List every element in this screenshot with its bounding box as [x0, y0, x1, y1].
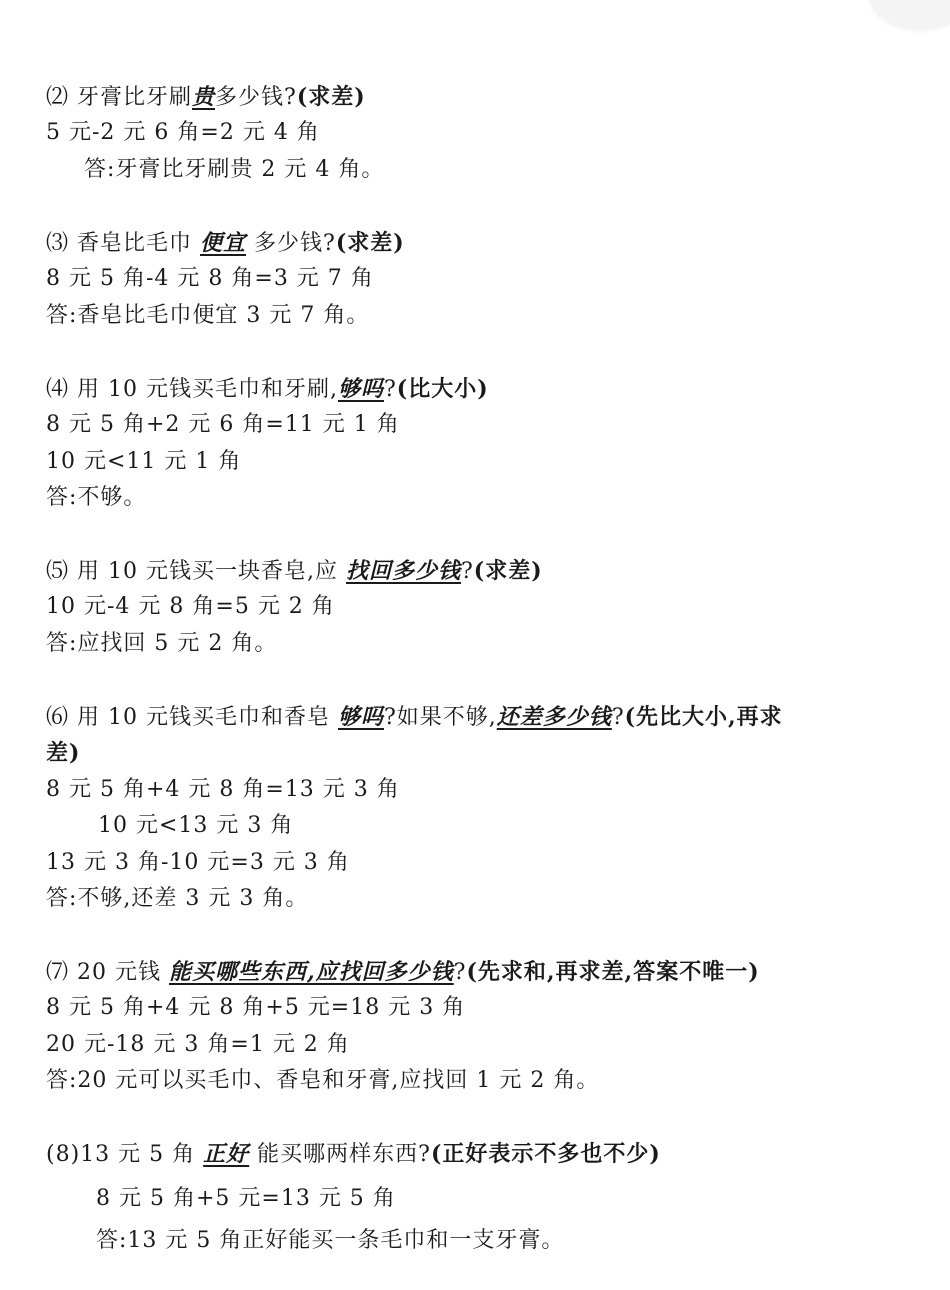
method-note: (正好表示不多也不少) — [430, 1141, 661, 1167]
question-text: ? — [461, 559, 474, 584]
equation: 8 元 5 角+4 元 8 角=13 元 3 角 — [46, 777, 400, 802]
keyword-emphasis: 找回多少钱 — [345, 558, 461, 584]
answer: 答:应找回 5 元 2 角。 — [46, 631, 278, 656]
equation: 8 元 5 角+2 元 6 角=11 元 1 角 — [46, 412, 400, 437]
equation: 20 元-18 元 3 角=1 元 2 角 — [46, 1032, 350, 1057]
question-number: ⑷ — [46, 377, 70, 402]
equation: 8 元 5 角+4 元 8 角+5 元=18 元 3 角 — [46, 995, 466, 1020]
question-text: ? — [611, 705, 625, 730]
method-note: (先比大小,再求 — [624, 704, 783, 730]
method-note: (先求和,再求差,答案不唯一) — [466, 959, 760, 985]
method-note: (求差) — [296, 84, 366, 110]
question-text: ? — [453, 960, 467, 985]
answer: 答:13 元 5 角正好能买一条毛巾和一支牙膏。 — [96, 1228, 565, 1253]
answer: 答:20 元可以买毛巾、香皂和牙膏,应找回 1 元 2 角。 — [46, 1068, 600, 1093]
question-3 — [46, 228, 405, 259]
answer: 答:不够,还差 3 元 3 角。 — [46, 886, 309, 911]
equation: 8 元 5 角-4 元 8 角=3 元 7 角 — [46, 266, 374, 291]
page-corner-decoration — [870, 0, 950, 30]
question-text: 多少钱? — [215, 85, 297, 110]
equation: 13 元 3 角-10 元=3 元 3 角 — [46, 850, 350, 875]
equation: 8 元 5 角+5 元=13 元 5 角 — [96, 1186, 396, 1211]
question-number: (8) — [46, 1142, 81, 1167]
question-number: ⑵ — [46, 85, 70, 110]
answer: 答:香皂比毛巾便宜 3 元 7 角。 — [46, 303, 370, 328]
method-note-continued: 差) — [46, 740, 81, 766]
question-text: ? — [384, 377, 397, 402]
answer: 答:牙膏比牙刷贵 2 元 4 角。 — [84, 157, 385, 182]
method-note: (求差) — [335, 230, 405, 256]
method-note: (比大小) — [396, 376, 489, 402]
question-text: 13 元 5 角 — [80, 1142, 204, 1167]
answer: 答:不够。 — [46, 485, 147, 510]
question-number: ⑹ — [46, 705, 70, 730]
question-text: 牙膏比牙刷 — [69, 85, 193, 110]
question-text: 20 元钱 — [69, 960, 169, 985]
question-text: 能买哪两样东西? — [249, 1142, 431, 1167]
keyword-emphasis: 够吗 — [337, 376, 384, 402]
question-text: 用 10 元钱买毛巾和牙刷, — [69, 377, 338, 402]
method-note: (求差) — [473, 558, 543, 584]
keyword-emphasis: 还差多少钱 — [496, 704, 612, 730]
question-6 — [46, 702, 783, 733]
question-text: 多少钱? — [246, 231, 336, 256]
question-text: 香皂比毛巾 — [69, 231, 201, 256]
equation: 5 元-2 元 6 角=2 元 4 角 — [46, 120, 320, 145]
question-2 — [46, 82, 366, 113]
keyword-emphasis: 贵 — [192, 84, 216, 110]
keyword-emphasis: 够吗 — [337, 704, 384, 730]
question-text: ?如果不够, — [384, 705, 497, 730]
question-8 — [46, 1139, 661, 1170]
question-5 — [46, 556, 543, 587]
comparison: 10 元<11 元 1 角 — [46, 449, 242, 474]
comparison: 10 元<13 元 3 角 — [98, 813, 294, 838]
question-text: 用 10 元钱买一块香皂,应 — [69, 559, 346, 584]
question-number: ⑺ — [46, 960, 70, 985]
question-number: ⑶ — [46, 231, 70, 256]
keyword-emphasis: 能买哪些东西,应找回多少钱 — [169, 959, 454, 985]
question-4 — [46, 374, 489, 405]
question-number: ⑸ — [46, 559, 70, 584]
equation: 10 元-4 元 8 角=5 元 2 角 — [46, 594, 335, 619]
keyword-emphasis: 正好 — [203, 1141, 250, 1167]
question-text: 用 10 元钱买毛巾和香皂 — [69, 705, 338, 730]
question-7 — [46, 957, 760, 988]
keyword-emphasis: 便宜 — [200, 230, 247, 256]
